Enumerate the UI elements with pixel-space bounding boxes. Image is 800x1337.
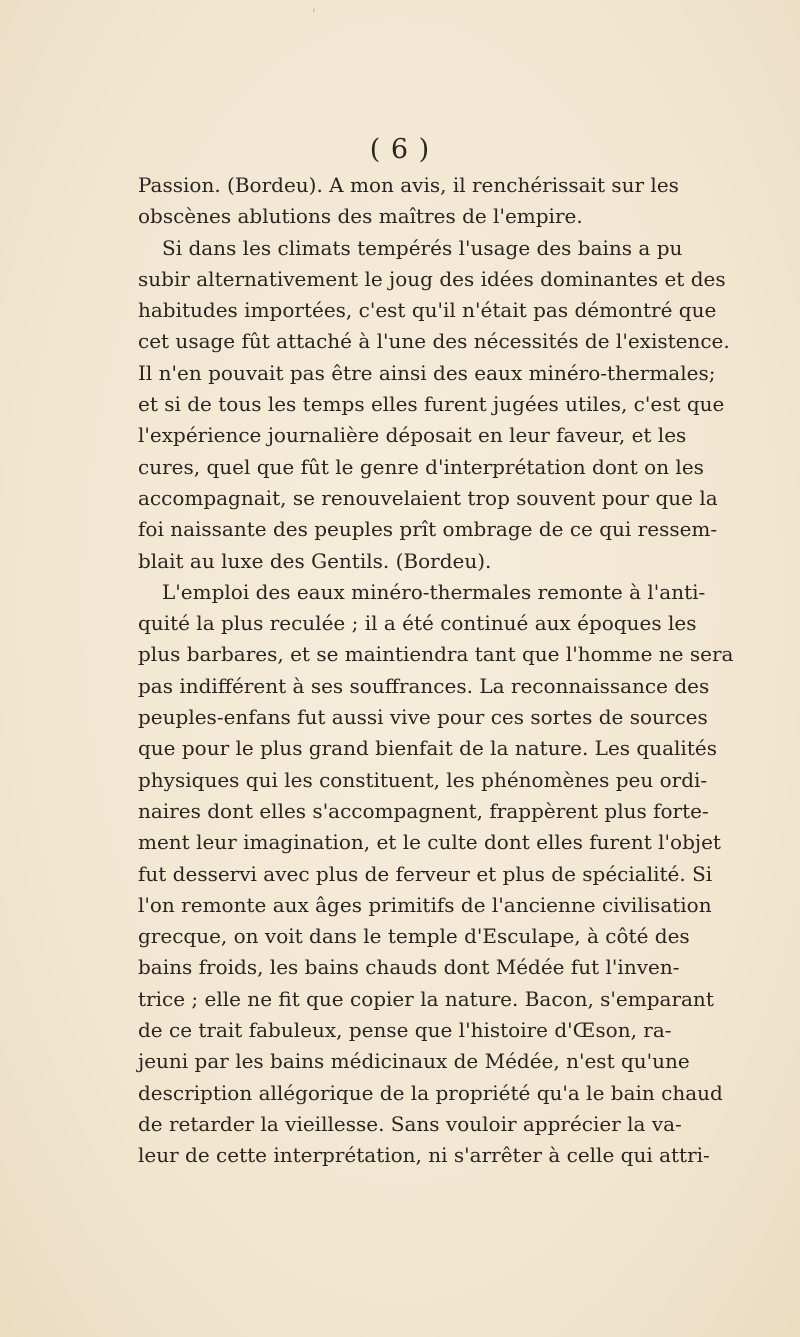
text-line: ment leur imagination, et le culte dont elles furent l'objet [138,830,721,855]
text-line: fut desservi avec plus de ferveur et plus de spécialité. Si [138,861,713,886]
text-line: et si de tous les temps elles furent jugées utiles, c'est que [138,392,725,417]
text-line: foi naissante des peuples prît ombrage de ce qui ressem- [138,517,718,542]
text-line: blait au luxe des Gentils. (Bordeu). [138,548,492,573]
text-line: quité la plus reculée ; il a été continué aux époques les [138,611,697,636]
text-line: description allégorique de la propriété qu'a le bain chaud [138,1080,723,1105]
text-line: physiques qui les constituent, les phénomènes peu ordi- [138,767,708,792]
text-line: bains froids, les bains chauds dont Médée fut l'inven- [138,955,680,980]
text-line: cures, quel que fût le genre d'interprétation dont on les [138,454,704,479]
text-line: obscènes ablutions des maîtres de l'empire. [138,204,583,229]
text-line: subir alternativement le joug des idées dominantes et des [138,266,726,291]
text-line: Il n'en pouvait pas être ainsi des eaux minéro-thermales; [138,360,716,385]
text-line: de retarder la vieillesse. Sans vouloir apprécier la va- [138,1111,682,1136]
text-line: Passion. (Bordeu). A mon avis, il renchérissait sur les [138,173,679,197]
text-line: l'expérience journalière déposait en leur faveur, et les [138,423,687,448]
text-line: peuples-enfans fut aussi vive pour ces sortes de sources [138,705,708,730]
text-line: leur de cette interprétation, ni s'arrêter à celle qui attri- [138,1143,710,1168]
text-line: Si dans les climats tempérés l'usage des bains a pu [162,235,683,260]
text-line: de ce trait fabuleux, pense que l'histoire d'Œson, ra- [138,1018,672,1043]
text-line: trice ; elle ne fit que copier la nature. Bacon, s'emparant [138,986,714,1011]
text-line: habitudes importées, c'est qu'il n'était pas démontré que [138,298,717,323]
text-line: naires dont elles s'accompagnent, frappèrent plus forte- [138,798,709,823]
text-line: pas indifférent à ses souffrances. La reconnaissance des [138,673,710,698]
text-line: grecque, on voit dans le temple d'Esculape, à côté des [138,924,690,949]
body-text [138,170,734,1172]
paper-speck: ʹ [312,8,316,24]
text-line: L'emploi des eaux minéro-thermales remonte à l'anti- [162,579,706,604]
text-line: que pour le plus grand bienfait de la nature. Les qualités [138,736,717,761]
text-line: jeuni par les bains médicinaux de Médée, n'est qu'une [138,1049,690,1074]
text-line: cet usage fût attaché à l'une des nécessités de l'existence. [138,329,730,354]
text-line: l'on remonte aux âges primitifs de l'ancienne civilisation [138,892,712,917]
page-number: ( 6 ) [369,134,431,165]
text-line: accompagnait, se renouvelaient trop souvent pour que la [138,485,718,510]
text-line: plus barbares, et se maintiendra tant que l'homme ne sera [138,642,734,667]
